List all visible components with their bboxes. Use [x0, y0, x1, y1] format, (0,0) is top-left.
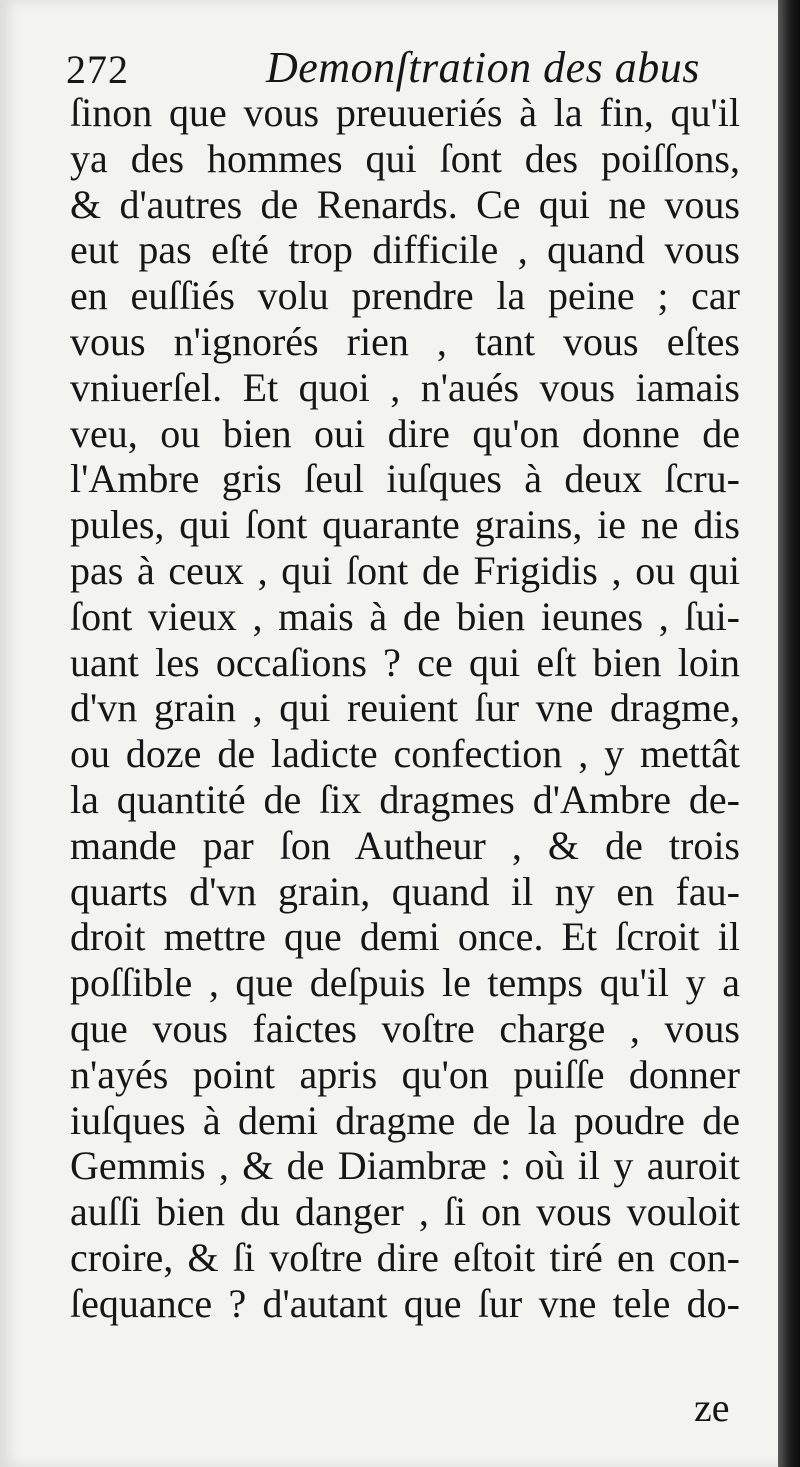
- text-line: que vous faictes voſtre charge , vous: [70, 1005, 740, 1051]
- text-line: ſequance ? d'autant que ſur vne tele do-: [70, 1280, 740, 1326]
- text-line: quarts d'vn grain, quand il ny en fau-: [70, 868, 740, 914]
- book-gutter-shadow: [778, 0, 800, 1467]
- text-line: ya des hommes qui ſont des poiſſons,: [70, 135, 740, 181]
- page-number: 272: [66, 47, 129, 92]
- text-line: mande par ſon Autheur , & de trois: [70, 822, 740, 868]
- text-line: l'Ambre gris ſeul iuſques à deux ſcru-: [70, 456, 740, 502]
- text-line: ou doze de ladicte confection , y mettât: [70, 731, 740, 777]
- text-line: veu, ou bien oui dire qu'on donne de: [70, 410, 740, 456]
- text-line: vous n'ignorés rien , tant vous eſtes: [70, 318, 740, 364]
- text-line: vniuerſel. Et quoi , n'aués vous iamais: [70, 364, 740, 410]
- text-line: & d'autres de Renards. Ce qui ne vous: [70, 181, 740, 227]
- text-line: pules, qui ſont quarante grains, ie ne dis: [70, 502, 740, 548]
- text-line: iuſques à demi dragme de la poudre de: [70, 1097, 740, 1143]
- catchword: ze: [694, 1385, 730, 1430]
- body-text: [70, 90, 740, 1327]
- text-line: uant les occaſions ? ce qui eſt bien loin: [70, 639, 740, 685]
- text-line: poſſible , que deſpuis le temps qu'il y a: [70, 960, 740, 1006]
- text-line: auſſi bien du danger , ſi on vous vouloit: [70, 1189, 740, 1235]
- text-line: ſinon que vous preuueriés à la fin, qu'il: [70, 90, 740, 135]
- text-line: ſont vieux , mais à de bien ieunes , ſui-: [70, 593, 740, 639]
- text-line: Gemmis , & de Diambræ : où il y auroit: [70, 1143, 740, 1189]
- text-line: n'ayés point apris qu'on puiſſe donner: [70, 1051, 740, 1097]
- text-line: la quantité de ſix dragmes d'Ambre de-: [70, 776, 740, 822]
- running-head: Demonſtration des abus: [266, 43, 700, 92]
- text-line: droit mettre que demi once. Et ſcroit il: [70, 914, 740, 960]
- text-line: en euſſiés volu prendre la peine ; car: [70, 273, 740, 319]
- text-line: eut pas eſté trop difficile , quand vous: [70, 227, 740, 273]
- text-line: croire, & ſi voſtre dire eſtoit tiré en con-: [70, 1234, 740, 1280]
- text-line: pas à ceux , qui ſont de Frigidis , ou qui: [70, 547, 740, 593]
- text-line: d'vn grain , qui reuient ſur vne dragme,: [70, 685, 740, 731]
- page-header: [66, 42, 716, 96]
